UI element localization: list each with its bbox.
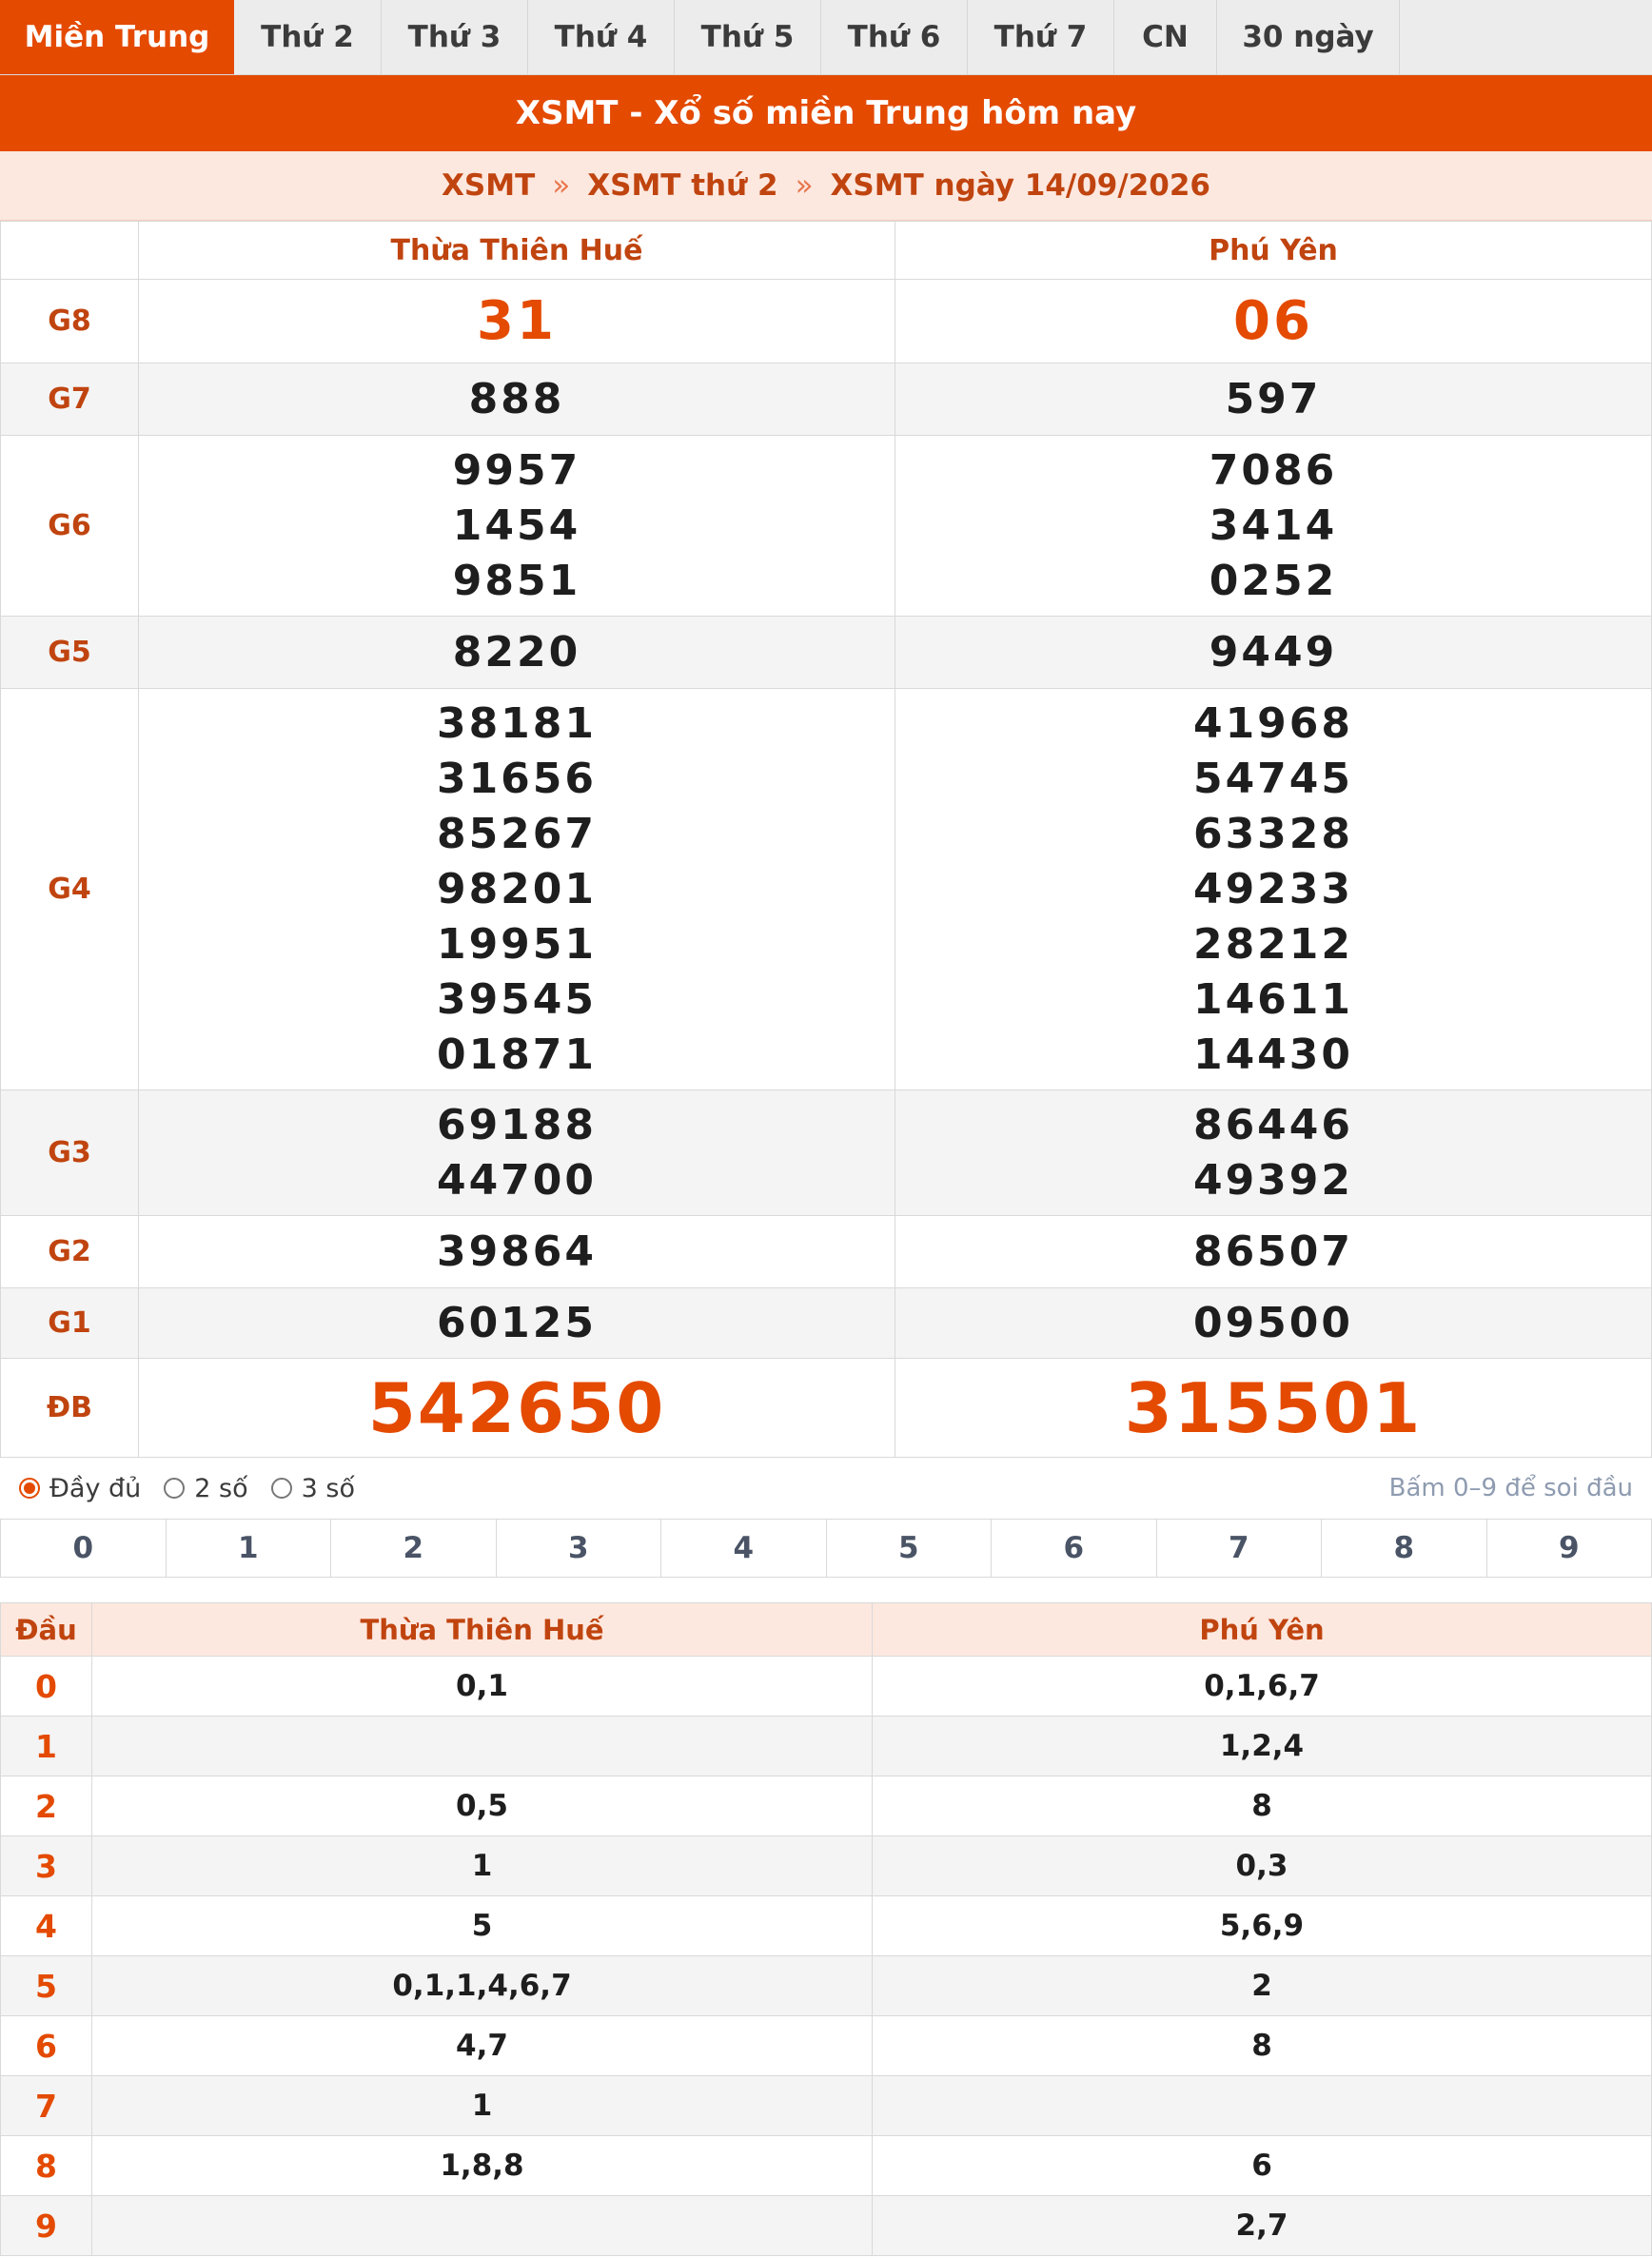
prize-label: G4 bbox=[1, 689, 139, 1090]
radio-label: 2 số bbox=[194, 1473, 248, 1503]
loto-cell: 5,6,9 bbox=[873, 1896, 1652, 1956]
tab-thu-3[interactable]: Thứ 3 bbox=[382, 0, 528, 74]
prize-number: 9957 bbox=[452, 445, 581, 495]
radio-2-digits[interactable] bbox=[164, 1474, 247, 1503]
province-header: Phú Yên bbox=[873, 1603, 1652, 1657]
prize-number: 3414 bbox=[1209, 500, 1338, 550]
prize-number: 31656 bbox=[436, 754, 598, 803]
dau-digit: 6 bbox=[1, 2016, 92, 2076]
prize-label: G7 bbox=[1, 363, 139, 436]
prize-label: G3 bbox=[1, 1090, 139, 1216]
prize-number: 85267 bbox=[436, 809, 598, 858]
prize-number: 7086 bbox=[1209, 445, 1338, 495]
prize-number: 63328 bbox=[1192, 809, 1354, 858]
prize-number: 28212 bbox=[1192, 919, 1354, 969]
tab-thu-6[interactable]: Thứ 6 bbox=[821, 0, 968, 74]
prize-number: 41968 bbox=[1192, 698, 1354, 748]
dau-digit: 7 bbox=[1, 2076, 92, 2136]
dau-digit: 8 bbox=[1, 2136, 92, 2196]
loto-cell: 8 bbox=[873, 2016, 1652, 2076]
loto-cell: 0,1,1,4,6,7 bbox=[92, 1956, 873, 2016]
breadcrumb-date[interactable]: XSMT ngày 14/09/2026 bbox=[830, 168, 1210, 203]
prize-number: 14611 bbox=[1192, 974, 1354, 1024]
tab-mien-trung[interactable]: Miền Trung bbox=[0, 0, 234, 74]
prize-number: 0252 bbox=[1209, 556, 1338, 605]
breadcrumb-xsmt[interactable]: XSMT bbox=[442, 168, 536, 203]
radio-unchecked-icon bbox=[271, 1478, 292, 1499]
prize-number: 54745 bbox=[1192, 754, 1354, 803]
prize-label: G1 bbox=[1, 1288, 139, 1359]
prize-label: G5 bbox=[1, 617, 139, 689]
table-row bbox=[1, 689, 1652, 1090]
dau-digit: 3 bbox=[1, 1836, 92, 1896]
loto-cell: 1,2,4 bbox=[873, 1717, 1652, 1776]
prize-number: 597 bbox=[1225, 374, 1322, 423]
loto-cell: 1,8,8 bbox=[92, 2136, 873, 2196]
prize-number: 69188 bbox=[436, 1100, 598, 1149]
breadcrumb bbox=[0, 151, 1652, 221]
table-row bbox=[1, 2196, 1652, 2256]
tab-thu-4[interactable]: Thứ 4 bbox=[528, 0, 675, 74]
radio-checked-icon bbox=[19, 1478, 40, 1499]
prize-number: 49392 bbox=[1192, 1155, 1354, 1205]
dau-digit: 4 bbox=[1, 1896, 92, 1956]
digit-button-0[interactable]: 0 bbox=[0, 1520, 166, 1577]
prize-number: 14430 bbox=[1192, 1030, 1354, 1079]
radio-3-digits[interactable] bbox=[271, 1474, 355, 1503]
province-header: Phú Yên bbox=[895, 222, 1652, 280]
table-row bbox=[1, 1836, 1652, 1896]
dau-digit: 2 bbox=[1, 1776, 92, 1836]
loto-cell: 0,5 bbox=[92, 1776, 873, 1836]
loto-cell: 6 bbox=[873, 2136, 1652, 2196]
table-row bbox=[1, 2016, 1652, 2076]
tab-cn[interactable]: CN bbox=[1114, 0, 1217, 74]
table-row bbox=[1, 1956, 1652, 2016]
prize-number: 98201 bbox=[436, 864, 598, 913]
prize-number: 86446 bbox=[1192, 1100, 1354, 1149]
table-row bbox=[1, 1288, 1652, 1359]
loto-cell bbox=[92, 2196, 873, 2256]
table-row bbox=[1, 1776, 1652, 1836]
radio-label: 3 số bbox=[301, 1473, 355, 1503]
loto-cell bbox=[873, 2076, 1652, 2136]
prize-header bbox=[1, 222, 139, 280]
prize-number: 19951 bbox=[436, 919, 598, 969]
loto-cell bbox=[92, 1717, 873, 1776]
digit-button-1[interactable]: 1 bbox=[166, 1520, 331, 1577]
table-row bbox=[1, 1896, 1652, 1956]
display-options bbox=[0, 1458, 1652, 1520]
dau-digit: 1 bbox=[1, 1717, 92, 1776]
table-row bbox=[1, 1657, 1652, 1717]
results-table bbox=[0, 221, 1652, 1458]
prize-number: 8220 bbox=[452, 627, 581, 677]
breadcrumb-xsmt-thu-2[interactable]: XSMT thứ 2 bbox=[587, 168, 778, 203]
loto-cell: 2 bbox=[873, 1956, 1652, 2016]
table-row bbox=[1, 2076, 1652, 2136]
prize-number: 39545 bbox=[436, 974, 598, 1024]
loto-cell: 1 bbox=[92, 2076, 873, 2136]
loto-cell: 1 bbox=[92, 1836, 873, 1896]
prize-number: 09500 bbox=[1192, 1298, 1354, 1347]
radio-unchecked-icon bbox=[164, 1478, 185, 1499]
digit-buttons bbox=[0, 1520, 1652, 1578]
prize-label: ĐB bbox=[1, 1359, 139, 1458]
radio-label: Đầy đủ bbox=[49, 1473, 142, 1503]
digit-button-4[interactable]: 4 bbox=[660, 1520, 826, 1577]
digit-button-6[interactable]: 6 bbox=[991, 1520, 1156, 1577]
digit-button-2[interactable]: 2 bbox=[330, 1520, 496, 1577]
special-prize-number: 542650 bbox=[367, 1367, 666, 1448]
digit-button-9[interactable]: 9 bbox=[1486, 1520, 1652, 1577]
breadcrumb-separator: » bbox=[552, 168, 571, 203]
dau-digit: 0 bbox=[1, 1657, 92, 1717]
breadcrumb-separator: » bbox=[795, 168, 814, 203]
dau-header: Đầu bbox=[1, 1603, 92, 1657]
tab-thu-5[interactable]: Thứ 5 bbox=[675, 0, 821, 74]
dau-digit: 9 bbox=[1, 2196, 92, 2256]
dau-digit: 5 bbox=[1, 1956, 92, 2016]
region-day-tabs bbox=[0, 0, 1652, 75]
tab-30-ngay[interactable]: 30 ngày bbox=[1217, 0, 1400, 74]
prize-number: 49233 bbox=[1192, 864, 1354, 913]
prize-number: 9851 bbox=[452, 556, 581, 605]
table-row bbox=[1, 1359, 1652, 1458]
prize-number: 9449 bbox=[1209, 627, 1338, 677]
prize-number: 86507 bbox=[1192, 1227, 1354, 1276]
table-row bbox=[1, 280, 1652, 363]
digit-button-5[interactable]: 5 bbox=[826, 1520, 992, 1577]
prize-number: 38181 bbox=[436, 698, 598, 748]
loto-table bbox=[0, 1602, 1652, 2256]
prize-number: 06 bbox=[1233, 289, 1313, 352]
province-header: Thừa Thiên Huế bbox=[139, 222, 895, 280]
prize-label: G8 bbox=[1, 280, 139, 363]
table-row bbox=[1, 1717, 1652, 1776]
digit-hint: Bấm 0–9 để soi đầu bbox=[1388, 1474, 1633, 1502]
table-row bbox=[1, 436, 1652, 617]
tab-thu-2[interactable]: Thứ 2 bbox=[234, 0, 382, 74]
prize-number: 60125 bbox=[436, 1298, 598, 1347]
prize-number: 31 bbox=[477, 289, 557, 352]
table-row bbox=[1, 2136, 1652, 2196]
digit-button-7[interactable]: 7 bbox=[1156, 1520, 1322, 1577]
prize-number: 1454 bbox=[452, 500, 581, 550]
table-row bbox=[1, 1216, 1652, 1288]
loto-cell: 0,3 bbox=[873, 1836, 1652, 1896]
prize-number: 44700 bbox=[436, 1155, 598, 1205]
tab-thu-7[interactable]: Thứ 7 bbox=[968, 0, 1114, 74]
loto-cell: 2,7 bbox=[873, 2196, 1652, 2256]
table-row bbox=[1, 1090, 1652, 1216]
prize-number: 888 bbox=[468, 374, 565, 423]
loto-cell: 4,7 bbox=[92, 2016, 873, 2076]
prize-number: 01871 bbox=[436, 1030, 598, 1079]
table-row bbox=[1, 363, 1652, 436]
page-title: XSMT - Xổ số miền Trung hôm nay bbox=[0, 75, 1652, 151]
loto-cell: 5 bbox=[92, 1896, 873, 1956]
radio-full[interactable] bbox=[19, 1474, 141, 1503]
prize-label: G2 bbox=[1, 1216, 139, 1288]
province-header: Thừa Thiên Huế bbox=[92, 1603, 873, 1657]
results-header-row bbox=[1, 222, 1652, 280]
digit-button-8[interactable]: 8 bbox=[1321, 1520, 1486, 1577]
table-row bbox=[1, 617, 1652, 689]
special-prize-number: 315501 bbox=[1124, 1367, 1423, 1448]
prize-label: G6 bbox=[1, 436, 139, 617]
loto-header-row bbox=[1, 1603, 1652, 1657]
digit-button-3[interactable]: 3 bbox=[496, 1520, 661, 1577]
prize-number: 39864 bbox=[436, 1227, 598, 1276]
loto-cell: 0,1,6,7 bbox=[873, 1657, 1652, 1717]
loto-cell: 8 bbox=[873, 1776, 1652, 1836]
loto-cell: 0,1 bbox=[92, 1657, 873, 1717]
